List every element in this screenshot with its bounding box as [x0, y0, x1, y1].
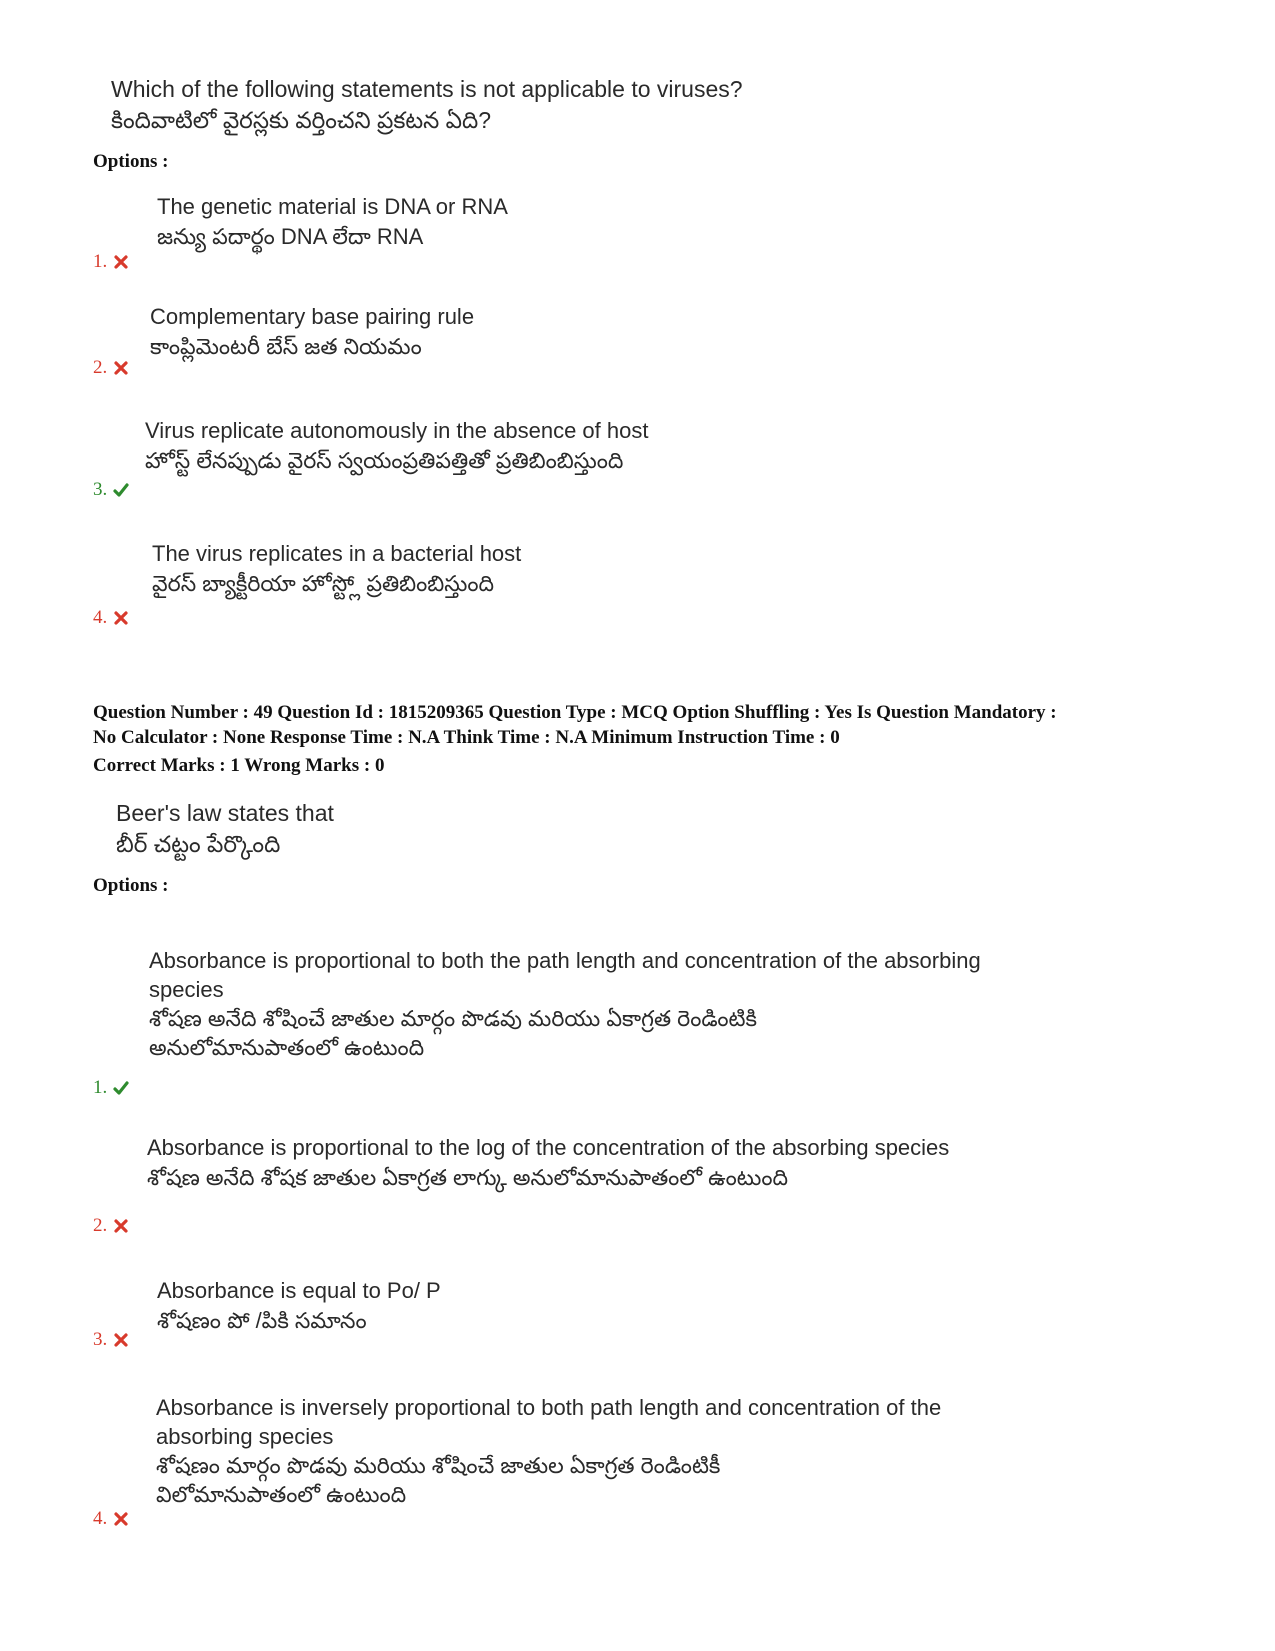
- options-label: Options :: [93, 151, 169, 172]
- option-number: 1.: [93, 251, 129, 273]
- option-text: [147, 1133, 949, 1193]
- question-text-en: Which of the following statements is not applicable to viruses?: [111, 76, 743, 102]
- cross-mark-icon: [113, 610, 129, 626]
- option-text-te: కాంప్లిమెంటరీ బేస్ జత నియమం: [150, 334, 422, 359]
- option-text: [145, 416, 648, 476]
- cross-mark-icon: [113, 1511, 129, 1527]
- option-text: [157, 192, 508, 252]
- option-text-te: విలోమానుపాతంలో ఉంటుంది: [156, 1482, 407, 1507]
- question-meta: [93, 700, 1057, 778]
- option-text-en: absorbing species: [156, 1424, 334, 1449]
- option-text-te: శోషణ అనేది శోషించే జాతుల మార్గం పొడవు మరియు ఏకాగ్రత రెండింటికి: [149, 1006, 757, 1031]
- option-text-en: species: [149, 977, 224, 1002]
- option-text-en: The virus replicates in a bacterial host: [152, 541, 522, 566]
- option-text-en: Virus replicate autonomously in the absence of host: [145, 418, 649, 443]
- question-meta-line: Question Number : 49 Question Id : 1815209365 Question Type : MCQ Option Shuffling : Yes Is Question Mandatory :: [93, 702, 1057, 723]
- option-number: 4.: [93, 607, 129, 629]
- question-meta-line: No Calculator : None Response Time : N.A Think Time : N.A Minimum Instruction Time : 0: [93, 727, 840, 748]
- cross-mark-icon: [113, 1332, 129, 1348]
- check-mark-icon: [113, 1080, 129, 1096]
- cross-mark-icon: [113, 254, 129, 270]
- option-text-te: శోషణ అనేది శోషక జాతుల ఏకాగ్రత లాగ్కు అనులోమానుపాతంలో ఉంటుంది: [147, 1165, 789, 1190]
- cross-mark-icon: [113, 1218, 129, 1234]
- options-label: Options :: [93, 875, 169, 896]
- check-mark-icon: [113, 482, 129, 498]
- option-text-te: శోషణం మార్గం పొడవు మరియు శోషించే జాతుల ఏకాగ్రత రెండింటికీ: [156, 1453, 721, 1478]
- question-text: [111, 74, 743, 136]
- question-text-en: Beer's law states that: [116, 800, 334, 826]
- option-text-te: అనులోమానుపాతంలో ఉంటుంది: [149, 1035, 425, 1060]
- option-text: [152, 539, 521, 599]
- question-text-te: బీర్ చట్టం పేర్కొంది: [116, 831, 281, 857]
- option-number: 1.: [93, 1077, 129, 1099]
- option-text: [149, 946, 981, 1062]
- option-text-en: Absorbance is proportional to the log of the concentration of the absorbing species: [147, 1135, 950, 1160]
- option-text-en: Absorbance is inversely proportional to both path length and concentration of the: [156, 1395, 942, 1420]
- option-text-en: Absorbance is proportional to both the path length and concentration of the absorbing: [149, 948, 981, 973]
- option-number: 2.: [93, 357, 129, 379]
- option-number: 4.: [93, 1508, 129, 1530]
- question-text-te: కిందివాటిలో వైరస్లకు వర్తించని ప్రకటన ఏది?: [111, 107, 492, 133]
- option-number: 3.: [93, 1329, 129, 1351]
- option-text: [150, 302, 474, 362]
- option-text-en: Absorbance is equal to Po/ P: [157, 1278, 441, 1303]
- option-text: [156, 1393, 941, 1509]
- option-text: [157, 1276, 441, 1336]
- option-text-te: జన్యు పదార్థం DNA లేదా RNA: [157, 224, 424, 249]
- option-text-te: శోషణం పో /పికి సమానం: [157, 1308, 367, 1333]
- option-text-en: Complementary base pairing rule: [150, 304, 475, 329]
- question-meta-line: Correct Marks : 1 Wrong Marks : 0: [93, 755, 385, 776]
- cross-mark-icon: [113, 360, 129, 376]
- option-text-te: హోస్ట్ లేనప్పుడు వైరస్ స్వయంప్రతిపత్తితో ప్రతిబింబిస్తుంది: [145, 448, 624, 473]
- option-number: 3.: [93, 479, 129, 501]
- option-number: 2.: [93, 1215, 129, 1237]
- option-text-te: వైరస్ బ్యాక్టీరియా హోస్ట్లో ప్రతిబింబిస్తుంది: [152, 571, 495, 596]
- question-text: [116, 798, 334, 860]
- option-text-en: The genetic material is DNA or RNA: [157, 194, 508, 219]
